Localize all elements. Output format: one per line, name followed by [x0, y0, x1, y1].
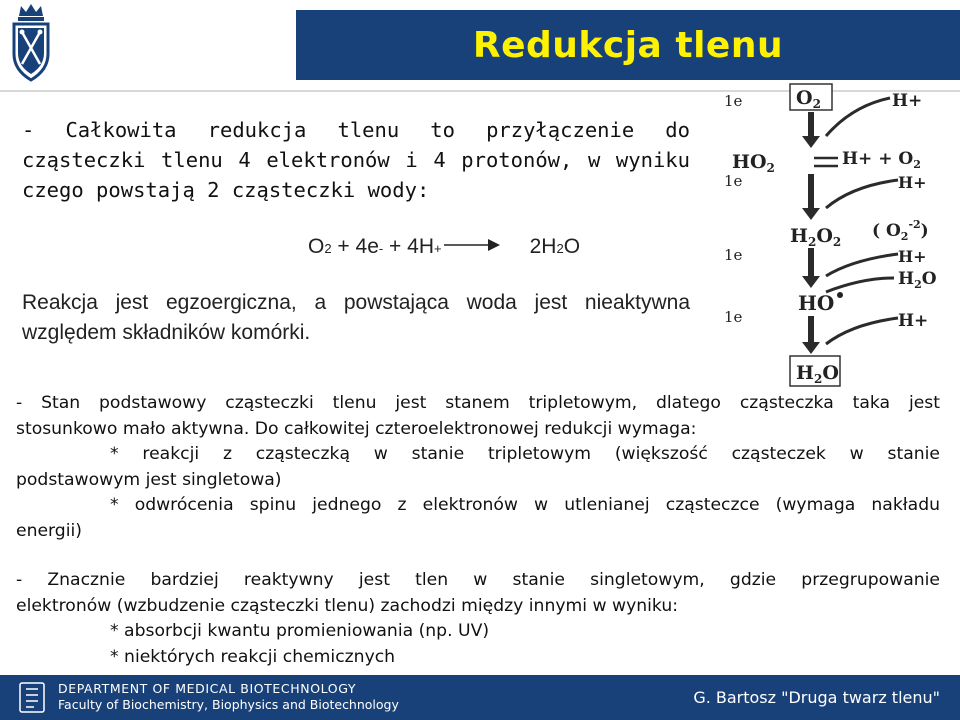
- side-label: $H_2O$: [898, 269, 937, 291]
- equation-o: O: [308, 235, 325, 258]
- arrow-head-icon: [802, 208, 820, 220]
- university-crest-icon: [6, 2, 56, 84]
- equation-product: 2H: [529, 235, 557, 258]
- curved-arrow: [826, 98, 890, 136]
- arrow-head-icon: [802, 136, 820, 148]
- side-label: H+: [898, 247, 927, 266]
- side-label: H+: [898, 311, 929, 331]
- species-ho2: $HO_2$: [732, 151, 775, 175]
- curved-arrow: [826, 278, 894, 292]
- side-label: H+: [898, 173, 927, 192]
- department-name: DEPARTMENT OF MEDICAL BIOTECHNOLOGY: [58, 681, 357, 696]
- curved-arrow: [826, 180, 898, 208]
- text-line: * absorbcji kwantu promieniowania (np. UV): [110, 621, 490, 641]
- oxygen-reduction-diagram: [722, 82, 960, 388]
- species-o2: $O_2$: [796, 87, 821, 111]
- arrow-head-icon: [802, 276, 820, 288]
- text-line: * niektórych reakcji chemicznych: [110, 646, 396, 667]
- species-h2o: $H_2O$: [796, 362, 839, 386]
- electron-label: 1e: [724, 92, 743, 110]
- page-title: Redukcja tlenu: [472, 24, 784, 66]
- text-line: podstawowym jest singletowa): [16, 469, 282, 490]
- reaction-equation: [308, 233, 580, 263]
- department-text: [58, 681, 399, 713]
- source-credit: G. Bartosz "Druga twarz tlenu": [693, 688, 940, 707]
- header: [0, 0, 960, 92]
- title-bar: [296, 10, 960, 80]
- intro-paragraph: - Całkowita redukcja tlenu to przyłączenie do cząsteczki tlenu 4 elektronów i 4 protonów, w wyniku czego powstają 2 cząsteczki wody:: [22, 118, 690, 202]
- text-line: energii): [16, 520, 82, 541]
- text-line: stosunkowo mało aktywna. Do całkowitej czteroelektronowej redukcji wymaga:: [16, 418, 697, 439]
- equation-sup-1: -: [378, 241, 384, 256]
- text-line: - Znacznie bardziej reaktywny jest tlen w stanie singletowym, gdzie przegrupowanie: [16, 570, 940, 590]
- equation-product-o: O: [563, 235, 581, 258]
- faculty-name: Faculty of Biochemistry, Biophysics and Biotechnology: [58, 697, 399, 712]
- arrow-head-icon: [802, 342, 820, 354]
- reaction-arrow-icon: [444, 233, 502, 253]
- singlet-state-paragraph: [16, 568, 940, 670]
- radical-dot-icon: [837, 292, 843, 298]
- electron-label: 1e: [724, 172, 743, 190]
- text-line: * reakcji z cząsteczką w stanie tripletowym (większość cząsteczek w stanie: [110, 444, 940, 464]
- equation-sup-2: +: [434, 241, 442, 256]
- equation-sub-2: 2: [556, 241, 564, 256]
- side-label: ( $O_2^{-2}$): [872, 218, 929, 243]
- text-line: * odwrócenia spinu jednego z elektronów w utlenianej cząsteczce (wymaga nakładu: [110, 495, 940, 515]
- footer: [0, 675, 960, 720]
- equation-electrons: + 4e: [331, 235, 379, 258]
- side-label: H+: [892, 91, 923, 111]
- equation-sub-1: 2: [324, 241, 332, 256]
- electron-label: 1e: [724, 246, 743, 264]
- side-label: $H+ + O_2$: [842, 149, 921, 171]
- electron-label: 1e: [724, 308, 743, 326]
- department-logo-icon: [18, 681, 46, 714]
- text-line: elektronów (wzbudzenie cząsteczki tlenu) zachodzi między innymi w wyniku:: [16, 595, 679, 616]
- species-ho: HO: [798, 291, 835, 315]
- curved-arrow: [826, 318, 898, 344]
- triplet-state-paragraph: [16, 391, 940, 544]
- text-line: - Stan podstawowy cząsteczki tlenu jest stanem tripletowym, dlatego cząsteczka taka jest: [16, 393, 940, 413]
- reaction-note: Reakcja jest egzoergiczna, a powstająca woda jest nieaktywna względem składników komórki.: [22, 291, 690, 344]
- curved-arrow: [826, 254, 898, 276]
- equation-protons: + 4H: [383, 235, 434, 258]
- species-h2o2: $H_2O_2$: [790, 225, 842, 249]
